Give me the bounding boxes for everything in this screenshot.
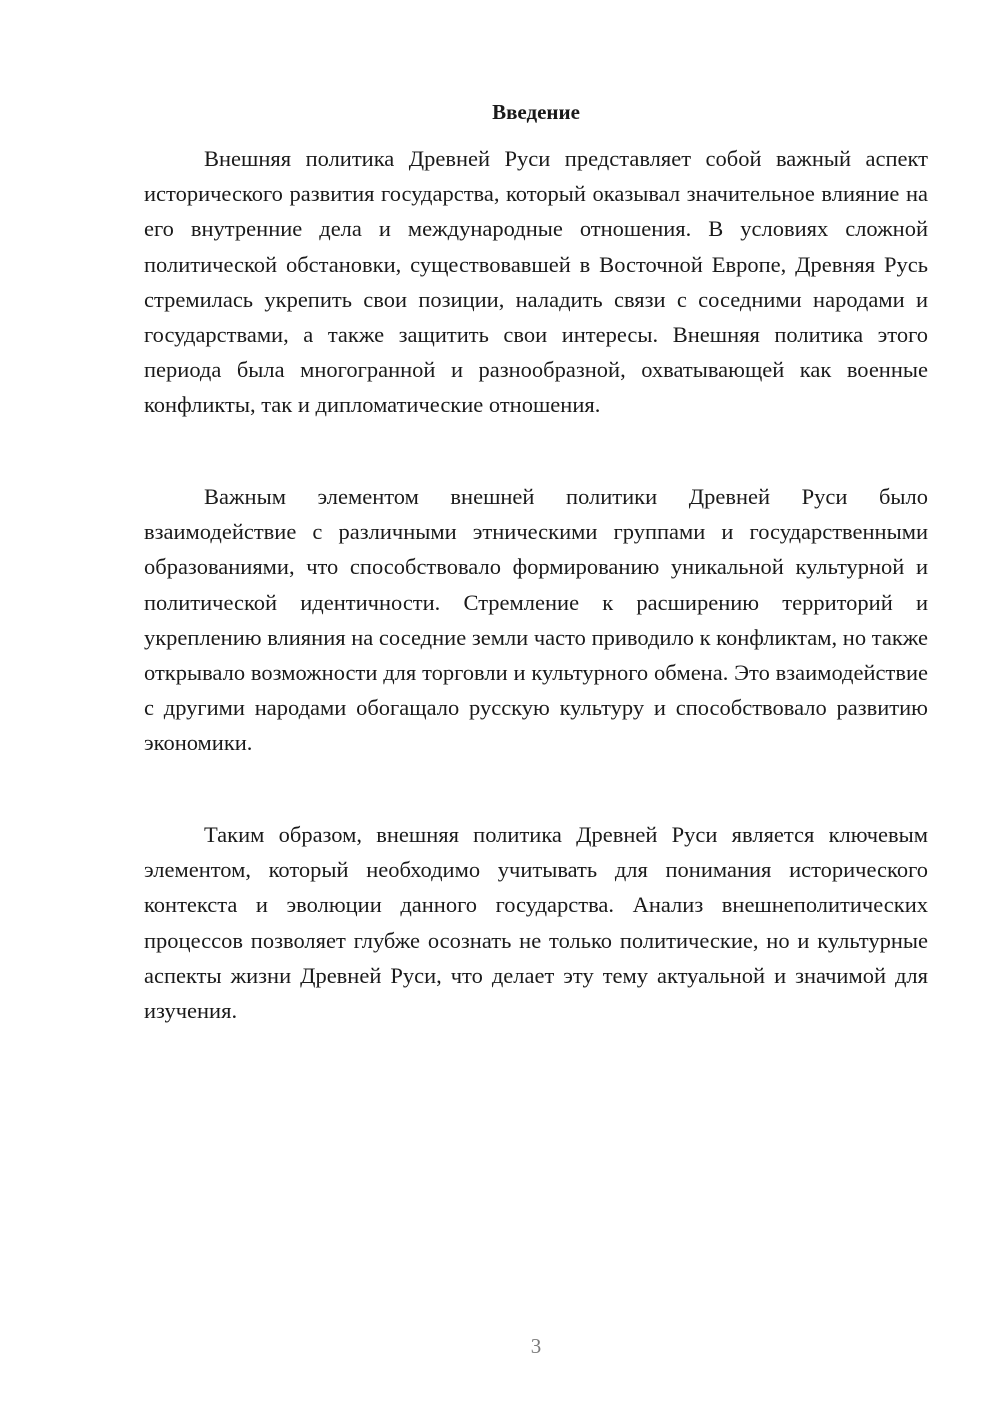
paragraph-1: Внешняя политика Древней Руси представляет собой важный аспект исторического развития государства, который оказывал значительное влияние на его внутренние дела и международные отношения. В условиях сложной политической обстановки, существовавшей в Восточной Европе, Древняя Русь стремилась укрепить свои позиции, наладить связи с соседними народами и государствами, а также защитить свои интересы. Внешняя политика этого периода была многогранной и разнообразной, охватывающей как военные конфликты, так и дипломатические отношения. <box>144 146 928 418</box>
section-heading: Введение <box>492 100 580 124</box>
paragraph-2: Важным элементом внешней политики Древней Руси было взаимодействие с различными этническими группами и государственными образованиями, что способствовало формированию уникальной культурной и политической идентичности. Стремление к расширению территорий и укреплению влияния на соседние земли часто приводило к конфликтам, но также открывало возможности для торговли и культурного обмена. Это взаимодействие с другими народами обогащало русскую культуру и способствовало развитию экономики. <box>144 484 928 756</box>
paragraph-3: Таким образом, внешняя политика Древней Руси является ключевым элементом, который необходимо учитывать для понимания исторического контекста и эволюции данного государства. Анализ внешнеполитических процессов позволяет глубже осознать не только политические, но и культурные аспекты жизни Древней Руси, что делает эту тему актуальной и значимой для изучения. <box>144 822 928 1024</box>
page-number: 3 <box>530 1334 542 1358</box>
